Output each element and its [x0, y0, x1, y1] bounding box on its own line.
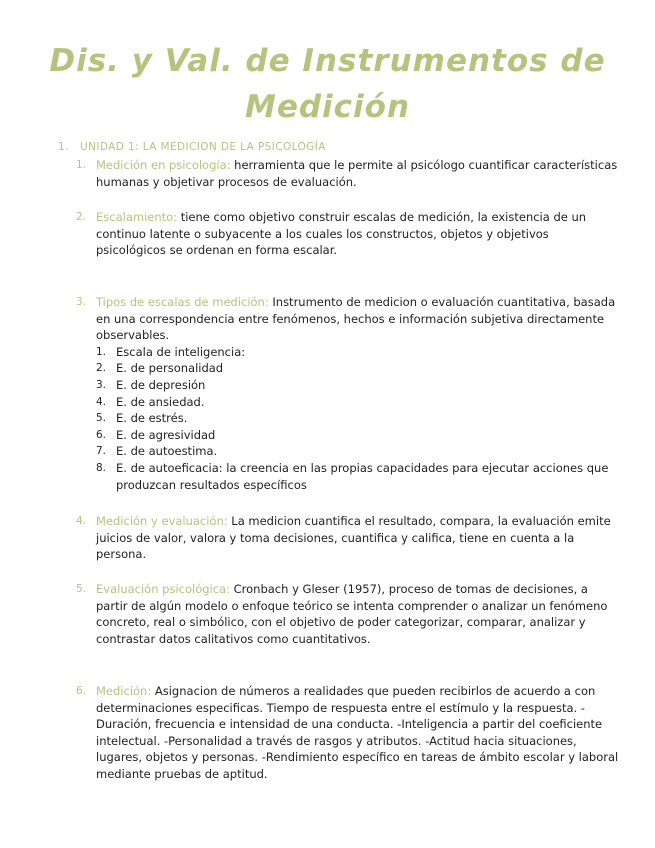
title-line-1: Dis. y Val. de Instrumentos de: [49, 43, 606, 79]
section-number: 3.: [76, 296, 87, 308]
title-line-2: Medición: [244, 89, 411, 125]
unit-number: 1.: [58, 141, 69, 153]
section-number: 6.: [76, 685, 87, 697]
section-number: 1.: [76, 159, 87, 171]
section-1: [76, 157, 622, 190]
unit-label: UNIDAD 1: LA MEDICION DE LA PSICOLOGÍA: [80, 141, 326, 153]
section-heading: Medición:: [96, 684, 152, 698]
section-2: [76, 209, 622, 259]
list-item: 6. E. de agresividad: [96, 427, 216, 442]
list-item: 8. E. de autoeficacia: la creencia en las propias capacidades para ejecutar acciones que produzcan resultados específicos: [96, 460, 609, 492]
section-text: tiene como objetivo construir escalas de medición, la existencia de un continuo latente o subyacente a los cuales los constructos, objetos y objetivos psicológicos se ordenan en forma escalar.: [96, 210, 587, 258]
section-6: [76, 683, 622, 783]
section-text: Asignacion de números a realidades que pueden recibirlos de acuerdo a con determinaciones especificas. Tiempo de respuesta entre el estímulo y la respuesta. -Duración, frecuencia e intensidad de una conducta. -Inteligencia a partir del coeficiente intelectual. -Personalidad a través de rasgos y atributos. -Actitud hacia situaciones, lugares, objetos y personas. -Rendimiento específico en tareas de ámbito escolar y laboral mediante pruebas de aptitud.: [96, 684, 619, 781]
scale-list: [96, 344, 622, 493]
list-item: 7. E. de autoestima.: [96, 444, 218, 459]
section-number: 4.: [76, 515, 87, 527]
section-text: herramienta que le permite al psicólogo cuantificar características humanas y objetivar procesos de evaluación.: [96, 158, 618, 189]
section-heading: Tipos de escalas de medición:: [96, 295, 269, 309]
list-item: 3. E. de depresión: [96, 377, 206, 392]
section-number: 5.: [76, 583, 87, 595]
list-item: 2. E. de personalidad: [96, 361, 224, 376]
section-text: Cronbach y Gleser (1957), proceso de tomas de decisiones, a partir de algún modelo o enfoque teórico se intenta comprender o analizar un fenómeno concreto, real o simbólico, con el objetivo de poder categorizar, comparar, analizar y contrastar datos calitativos como cuantitativos.: [96, 582, 608, 646]
section-heading: Escalamiento:: [96, 210, 178, 224]
section-text: La medicion cuantifica el resultado, compara, la evaluación emite juicios de valor, valora y toma decisiones, cuantifica y califica, tiene en cuenta a la persona.: [96, 514, 611, 562]
unit-heading: [58, 141, 326, 153]
section-heading: Evaluación psicológica:: [96, 582, 230, 596]
section-3: [76, 294, 622, 493]
section-5: [76, 581, 622, 647]
section-heading: Medición en psicología:: [96, 158, 231, 172]
section-4: [76, 513, 622, 563]
list-item: 5. E. de estrés.: [96, 411, 188, 426]
list-item: 1. Escala de inteligencia:: [96, 344, 246, 359]
section-heading: Medición y evaluación:: [96, 514, 228, 528]
list-item: 4. E. de ansiedad.: [96, 394, 205, 409]
section-text: Instrumento de medicion o evaluación cuantitativa, basada en una correspondencia entre fenómenos, hechos e información subjetiva directamente observables.: [96, 295, 616, 343]
page-title: [20, 38, 635, 130]
section-number: 2.: [76, 211, 87, 223]
